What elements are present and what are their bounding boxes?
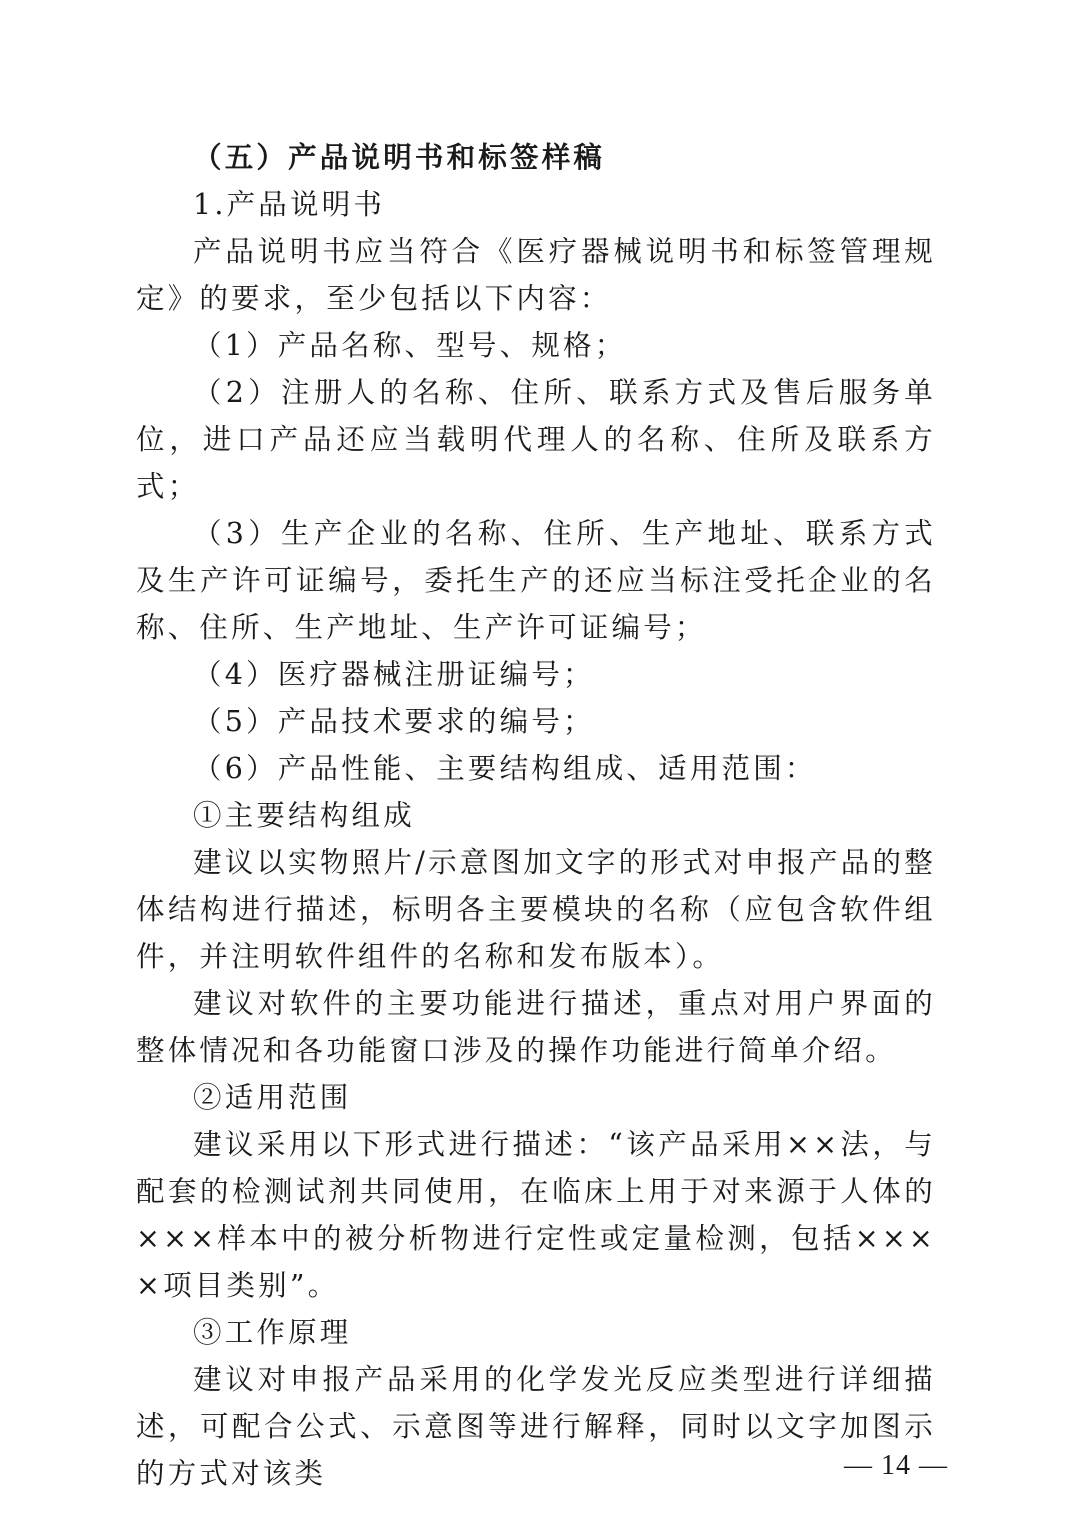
document-body (136, 134, 936, 1497)
list-item-6: （6）产品性能、主要结构组成、适用范围： (193, 752, 817, 785)
section-heading: （五）产品说明书和标签样稿 (193, 140, 606, 174)
paragraph-scope: 建议采用以下形式进行描述：“该产品采用××法，与配套的检测试剂共同使用，在临床上用于对来源于人体的×××样本中的被分析物进行定性或定量检测，包括××××项目类别”。 (136, 1128, 936, 1302)
list-item-1: （1）产品名称、型号、规格； (193, 329, 627, 362)
paragraph-structure: 建议以实物照片/示意图加文字的形式对申报产品的整体结构进行描述，标明各主要模块的名称（应包含软件组件，并注明软件组件的名称和发布版本）。 (136, 846, 936, 973)
subitem-principle-heading: ③工作原理 (193, 1316, 352, 1349)
paragraph-software: 建议对软件的主要功能进行描述，重点对用户界面的整体情况和各功能窗口涉及的操作功能进行简单介绍。 (136, 987, 936, 1067)
subitem-structure-heading: ①主要结构组成 (193, 799, 415, 832)
paragraph-principle: 建议对申报产品采用的化学发光反应类型进行详细描述，可配合公式、示意图等进行解释，同时以文字加图示的方式对该类 (136, 1363, 936, 1490)
list-item-5: （5）产品技术要求的编号； (193, 705, 595, 738)
subitem-scope-heading: ②适用范围 (193, 1081, 352, 1114)
page-number: — 14 — (844, 1450, 948, 1481)
list-item-3: （3）生产企业的名称、住所、生产地址、联系方式及生产许可证编号，委托生产的还应当标注受托企业的名称、住所、生产地址、生产许可证编号； (136, 517, 936, 644)
list-item-4: （4）医疗器械注册证编号； (193, 658, 595, 691)
list-item-2: （2）注册人的名称、住所、联系方式及售后服务单位，进口产品还应当载明代理人的名称、住所及联系方式； (136, 376, 936, 503)
subsection-heading: 1.产品说明书 (193, 188, 386, 221)
paragraph-intro: 产品说明书应当符合《医疗器械说明书和标签管理规定》的要求，至少包括以下内容： (136, 235, 936, 315)
